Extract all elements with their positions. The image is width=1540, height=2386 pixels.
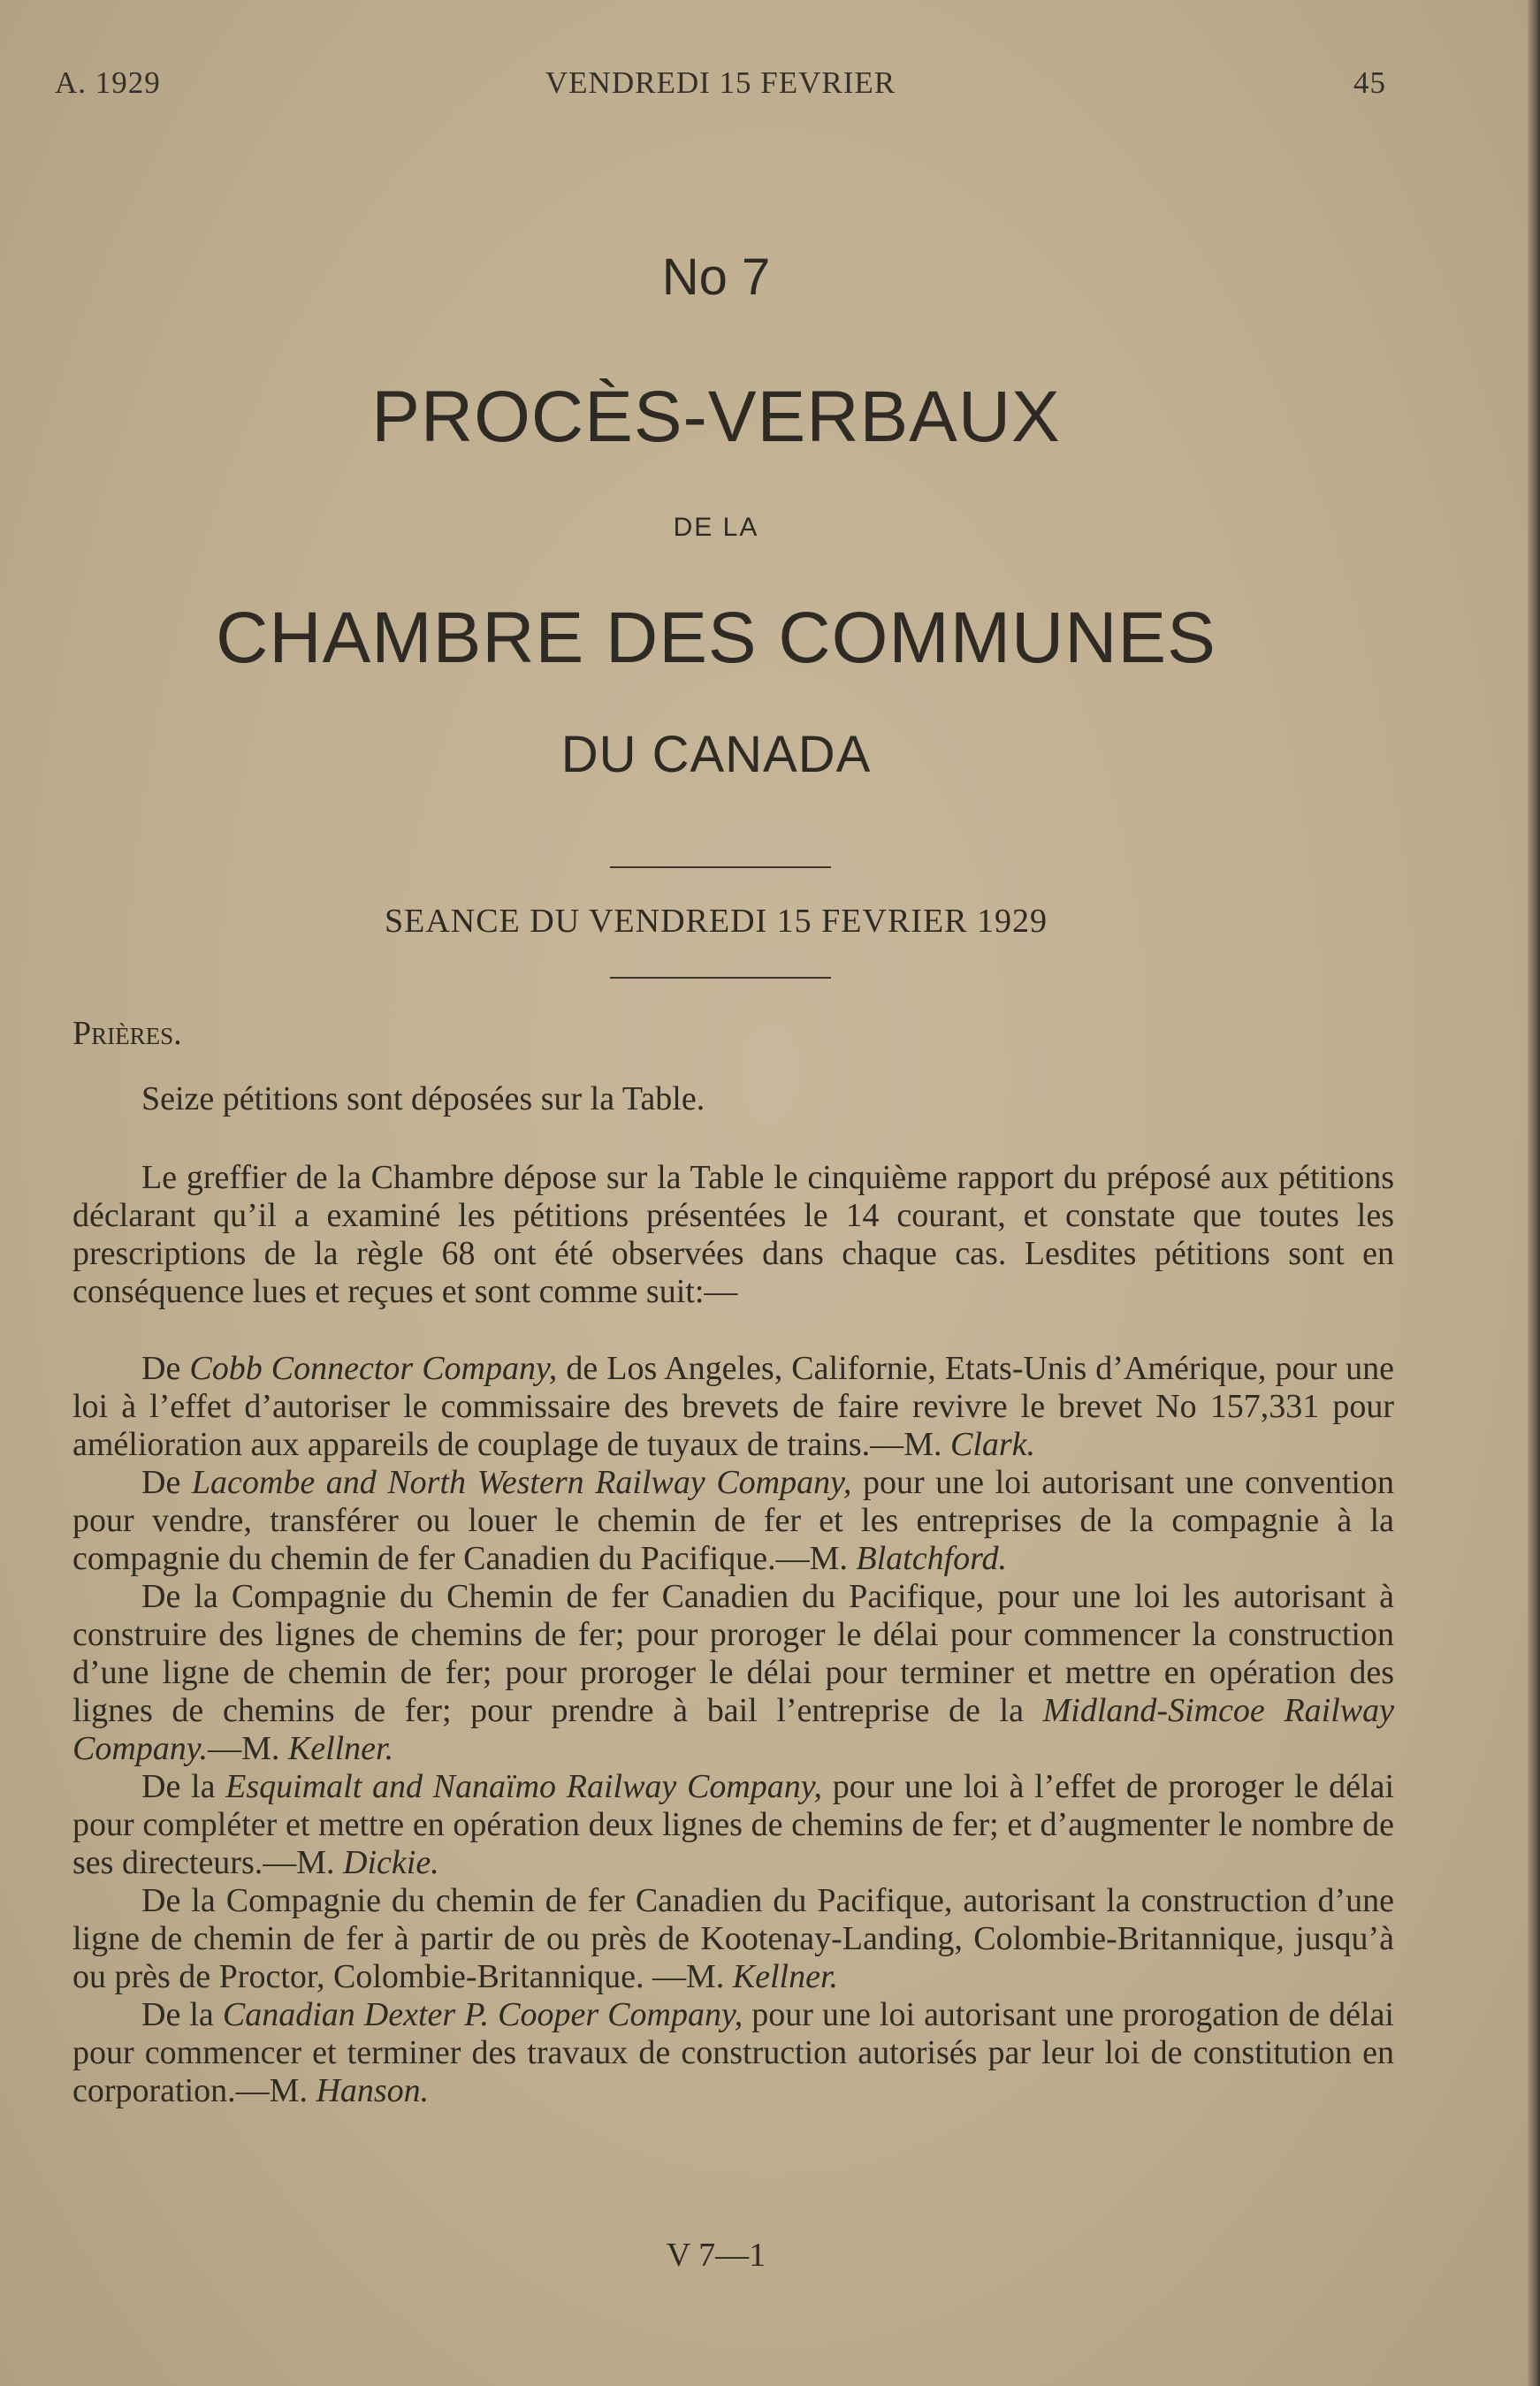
greffier-text: Le greffier de la Chambre dépose sur la Table le cinquième rapport du préposé aux pétitions déclarant qu’il a examiné les pétitions présentées le 14 courant, et constate que toutes les prescriptions de la règle 68 ont été observées dans chaque cas. Lesdites pétitions sont en conséquence lues et reçues et sont comme suit:— bbox=[72, 1159, 1394, 1310]
divider-bottom bbox=[610, 977, 831, 979]
petition-item bbox=[72, 1882, 1394, 1996]
petition-company: Canadian Dexter P. Cooper Company, bbox=[222, 1996, 743, 2033]
petition-pre: De la Compagnie du Chemin de fer Canadien du Pacifique, pour une loi les autorisant à construire des lignes de chemins de fer; pour proroger le délai pour commencer la construction d’une ligne de chemin de fer; pour proroger le délai pour terminer et mettre en opération des lignes de chemins de fer; pour prendre à bail l’entreprise de la bbox=[72, 1578, 1394, 1729]
petition-member: Hanson. bbox=[316, 2072, 430, 2109]
petition-member: Dickie. bbox=[343, 1844, 439, 1881]
prieres-heading: Prières. bbox=[72, 1015, 182, 1052]
title-de-la: DE LA bbox=[673, 513, 759, 542]
divider-top bbox=[610, 866, 831, 868]
petition-member: Blatchford. bbox=[856, 1540, 1008, 1577]
petition-text: pour une loi à l’effet de proroger le délai pour compléter et mettre en opération deux lignes de chemins de fer; et d’augmenter le nombre de ses directeurs.—M. bbox=[72, 1768, 1395, 1881]
petition-pre: De la bbox=[141, 1996, 223, 2033]
title-proces-verbaux: PROCÈS-VERBAUX bbox=[371, 377, 1061, 457]
petition-pre: De bbox=[141, 1350, 190, 1387]
petition-text: pour une loi autorisant une prorogation de délai pour commencer et terminer des travaux de construction autorisés par leur loi de constitution en corporation.—M. bbox=[72, 1996, 1394, 2109]
petition-member: Kellner. bbox=[287, 1730, 394, 1767]
seize-paragraph bbox=[72, 1080, 1394, 1118]
title-canada: DU CANADA bbox=[560, 726, 872, 783]
petition-item bbox=[72, 1464, 1394, 1578]
petition-company: Esquimalt and Nanaïmo Railway Company, bbox=[225, 1768, 823, 1805]
petition-company: Lacombe and North Western Railway Company, bbox=[191, 1464, 852, 1501]
signature-mark: V 7—1 bbox=[666, 2237, 766, 2274]
petition-item bbox=[72, 1996, 1394, 2110]
petition-member: Clark. bbox=[949, 1426, 1036, 1463]
page-number: 45 bbox=[1353, 65, 1386, 100]
petition-item bbox=[72, 1578, 1394, 1768]
petition-item bbox=[72, 1350, 1394, 1464]
petition-company: Midland-Simcoe Railway Company. bbox=[72, 1692, 1394, 1767]
title-chambre: CHAMBRE DES COMMUNES bbox=[216, 598, 1216, 678]
page-edge bbox=[1528, 0, 1540, 2386]
petition-pre: De bbox=[141, 1464, 192, 1501]
petition-member: Kellner. bbox=[732, 1958, 839, 1995]
page-header bbox=[55, 65, 1386, 110]
petition-pre: De la bbox=[141, 1768, 226, 1805]
petitions-list bbox=[72, 1350, 1394, 2110]
petition-pre: De la Compagnie du chemin de fer Canadien du Pacifique, autorisant la construction d’une ligne de chemin de fer à partir de ou près de Kootenay-Landing, Colombie-Britannique, jusqu’à ou près de Proctor, Colombie-Britannique. —M. bbox=[72, 1882, 1394, 1995]
header-date: VENDREDI 15 FEVRIER bbox=[545, 65, 896, 100]
petition-text: de Los Angeles, Californie, Etats-Unis d’Amérique, pour une loi à l’effet d’autoriser le commissaire des brevets de faire revivre le brevet No 157,331 pour amélioration aux appareils de couplage de tuyaux de trains.—M. bbox=[72, 1350, 1395, 1463]
petition-text: —M. bbox=[208, 1730, 288, 1767]
header-year: A. 1929 bbox=[55, 65, 161, 100]
seance-heading: SEANCE DU VENDREDI 15 FEVRIER 1929 bbox=[384, 903, 1048, 940]
seize-text: Seize pétitions sont déposées sur la Table. bbox=[141, 1080, 705, 1117]
greffier-paragraph bbox=[72, 1159, 1394, 1311]
petition-text: pour une loi autorisant une convention pour vendre, transférer ou louer le chemin de fer et les entreprises de la compagnie à la compagnie du chemin de fer Canadien du Pacifique.—M. bbox=[72, 1464, 1394, 1577]
petition-item bbox=[72, 1768, 1394, 1882]
petition-company: Cobb Connector Company, bbox=[189, 1350, 558, 1387]
issue-number: No 7 bbox=[661, 248, 771, 306]
